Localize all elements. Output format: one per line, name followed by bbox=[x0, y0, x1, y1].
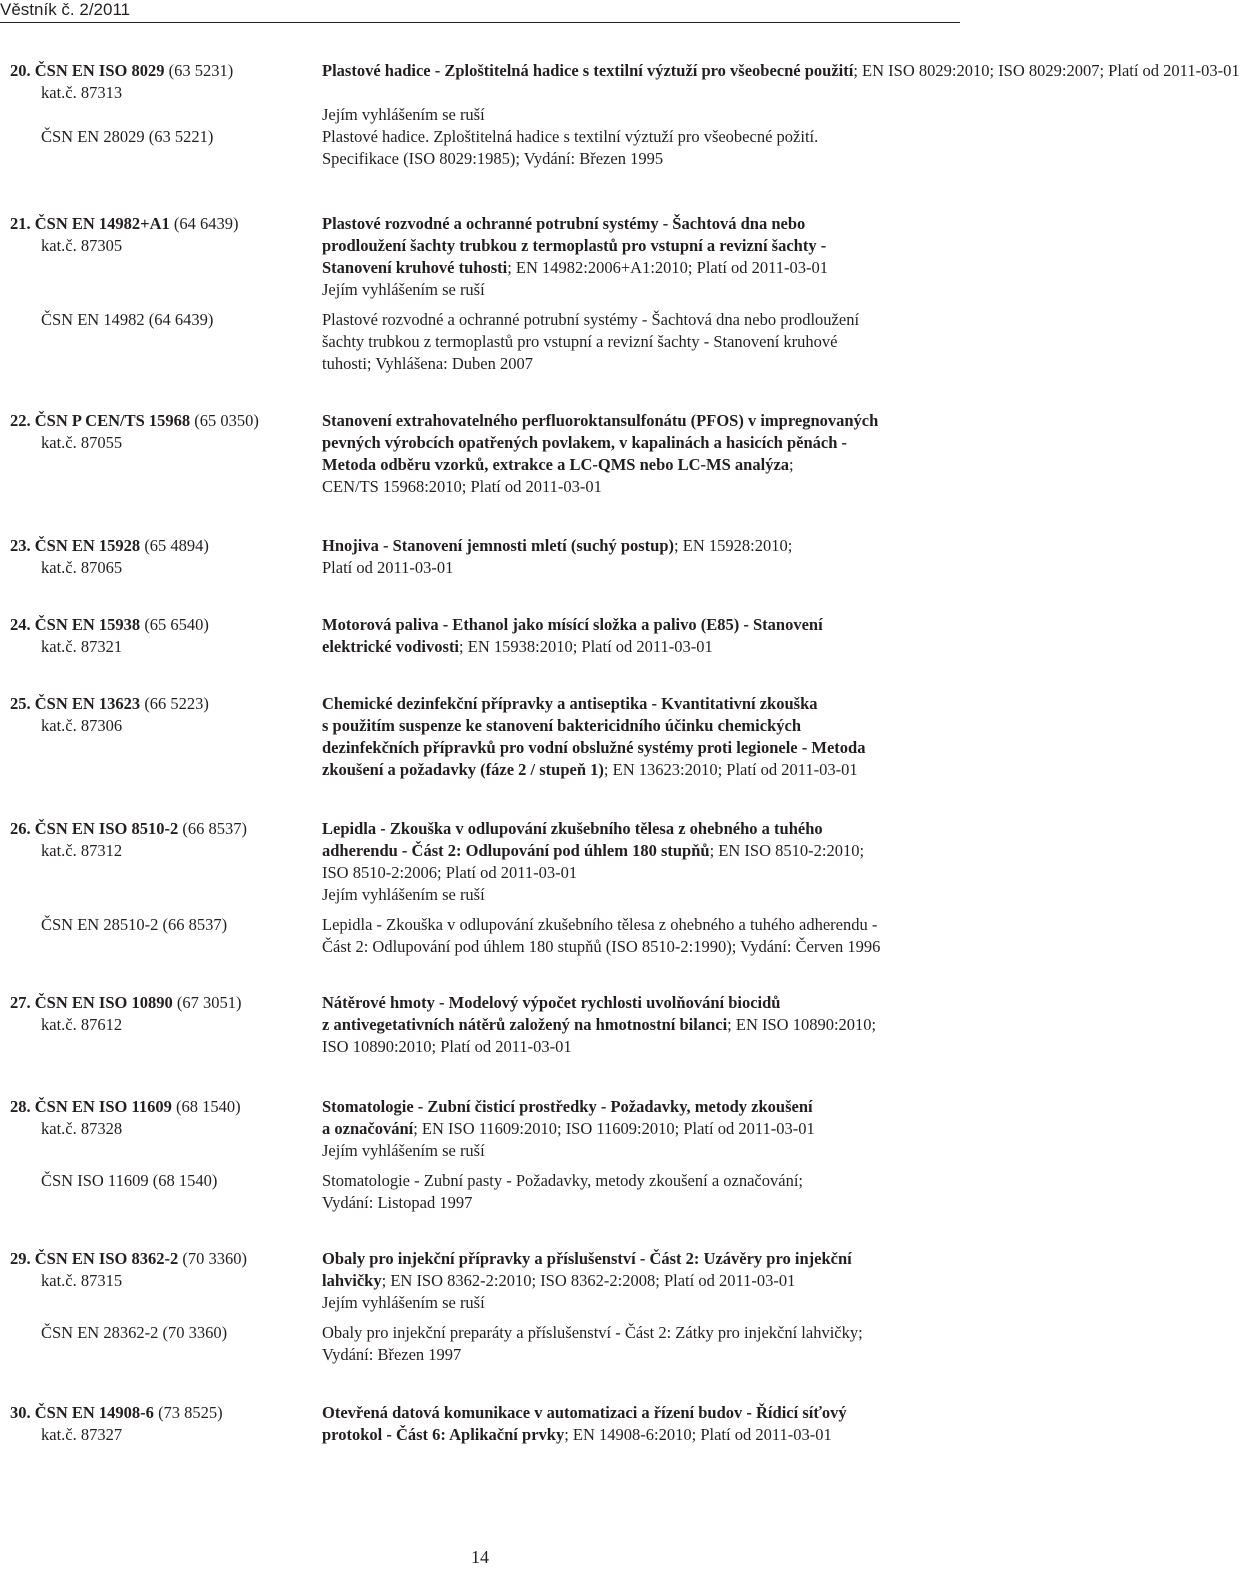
replaced-standard-title: Část 2: Odlupování pod úhlem 180 stupňů (ISO 8510-2:1990); Vydání: Červen 1996 bbox=[322, 937, 881, 956]
entry-designation: 26. ČSN EN ISO 8510-2 (66 8537) bbox=[10, 819, 247, 838]
replaced-standard-code: ČSN EN 28362-2 (70 3360) bbox=[41, 1323, 228, 1342]
replaced-standard-title: šachty trubkou z termoplastů pro vstupní a revizní šachty - Stanovení kruhové bbox=[322, 332, 838, 351]
entry-title: Motorová paliva - Ethanol jako mísící složka a palivo (E85) - Stanovení bbox=[322, 615, 823, 634]
entry-title: Obaly pro injekční přípravky a příslušenství - Část 2: Uzávěry pro injekční bbox=[322, 1249, 852, 1268]
entry-title: Stomatologie - Zubní čisticí prostředky - Požadavky, metody zkoušení bbox=[322, 1097, 813, 1116]
entry-20 bbox=[0, 60, 1240, 170]
entry-details: ISO 8510-2:2006; Platí od 2011-03-01 bbox=[322, 863, 578, 882]
entry-abolish-note: Jejím vyhlášením se ruší bbox=[322, 1141, 485, 1160]
replaced-standard-title: Lepidla - Zkouška v odlupování zkušebního tělesa z ohebného a tuhého adherendu - bbox=[322, 915, 878, 934]
replaced-standard-title: Vydání: Březen 1997 bbox=[322, 1345, 462, 1364]
entry-title: pevných výrobcích opatřených povlakem, v kapalinách a hasicích pěnách - bbox=[322, 433, 847, 452]
entry-abolish-note: Jejím vyhlášením se ruší bbox=[322, 280, 485, 299]
entry-abolish-note: Jejím vyhlášením se ruší bbox=[322, 1293, 485, 1312]
entry-30 bbox=[0, 1402, 960, 1446]
entry-title: protokol - Část 6: Aplikační prvky; EN 14908-6:2010; Platí od 2011-03-01 bbox=[322, 1425, 832, 1444]
replaced-standard-title: Specifikace (ISO 8029:1985); Vydání: Březen 1995 bbox=[322, 149, 664, 168]
entry-29 bbox=[0, 1248, 960, 1366]
replaced-standard-title: Stomatologie - Zubní pasty - Požadavky, metody zkoušení a označování; bbox=[322, 1171, 803, 1190]
entry-title: a označování; EN ISO 11609:2010; ISO 11609:2010; Platí od 2011-03-01 bbox=[322, 1119, 815, 1138]
entry-22 bbox=[0, 410, 960, 498]
entry-title: Plastové hadice - Zploštitelná hadice s textilní výztuží pro všeobecné použití; EN ISO 8029:2010; ISO 8029:2007; Platí od 2011-03-01 bbox=[322, 61, 1240, 80]
replaced-standard-title: Vydání: Listopad 1997 bbox=[322, 1193, 473, 1212]
entry-24 bbox=[0, 614, 960, 658]
entry-designation: 25. ČSN EN 13623 (66 5223) bbox=[10, 694, 209, 713]
replaced-standard-code: ČSN ISO 11609 (68 1540) bbox=[41, 1171, 218, 1190]
entry-title: dezinfekčních přípravků pro vodní obslužné systémy proti legionele - Metoda bbox=[322, 738, 866, 757]
entry-title: z antivegetativních nátěrů založený na hmotnostní bilanci; EN ISO 10890:2010; bbox=[322, 1015, 877, 1034]
entry-title: prodloužení šachty trubkou z termoplastů pro vstupní a revizní šachty - bbox=[322, 236, 827, 255]
entry-designation: 27. ČSN EN ISO 10890 (67 3051) bbox=[10, 993, 242, 1012]
entry-title: Chemické dezinfekční přípravky a antiseptika - Kvantitativní zkouška bbox=[322, 694, 818, 713]
entry-title: lahvičky; EN ISO 8362-2:2010; ISO 8362-2:2008; Platí od 2011-03-01 bbox=[322, 1271, 796, 1290]
entry-abolish-note: Jejím vyhlášením se ruší bbox=[322, 105, 485, 124]
entry-23 bbox=[0, 535, 960, 579]
replaced-standard-code: ČSN EN 14982 (64 6439) bbox=[41, 310, 214, 329]
entry-catalog-number: kat.č. 87306 bbox=[41, 716, 123, 735]
entry-26 bbox=[0, 818, 960, 958]
entry-designation: 22. ČSN P CEN/TS 15968 (65 0350) bbox=[10, 411, 259, 430]
entry-details: CEN/TS 15968:2010; Platí od 2011-03-01 bbox=[322, 477, 602, 496]
entry-catalog-number: kat.č. 87315 bbox=[41, 1271, 123, 1290]
entry-catalog-number: kat.č. 87312 bbox=[41, 841, 123, 860]
header-rule bbox=[0, 22, 960, 23]
entry-catalog-number: kat.č. 87328 bbox=[41, 1119, 123, 1138]
replaced-standard-title: Plastové hadice. Zploštitelná hadice s textilní výztuží pro všeobecné požití. bbox=[322, 127, 819, 146]
replaced-standard-code: ČSN EN 28029 (63 5221) bbox=[41, 127, 214, 146]
entry-designation: 29. ČSN EN ISO 8362-2 (70 3360) bbox=[10, 1249, 247, 1268]
entry-details: Platí od 2011-03-01 bbox=[322, 558, 454, 577]
entry-title: s použitím suspenze ke stanovení baktericidního účinku chemických bbox=[322, 716, 802, 735]
entry-designation: 21. ČSN EN 14982+A1 (64 6439) bbox=[10, 214, 239, 233]
entry-title: Stanovení extrahovatelného perfluoroktansulfonátu (PFOS) v impregnovaných bbox=[322, 411, 879, 430]
replaced-standard-title: tuhosti; Vyhlášena: Duben 2007 bbox=[322, 354, 533, 373]
entry-catalog-number: kat.č. 87065 bbox=[41, 558, 123, 577]
replaced-standard-code: ČSN EN 28510-2 (66 8537) bbox=[41, 915, 228, 934]
entry-catalog-number: kat.č. 87321 bbox=[41, 637, 123, 656]
entry-title: Lepidla - Zkouška v odlupování zkušebního tělesa z ohebného a tuhého bbox=[322, 819, 823, 838]
entry-designation: 30. ČSN EN 14908-6 (73 8525) bbox=[10, 1403, 223, 1422]
entry-title: zkoušení a požadavky (fáze 2 / stupeň 1); EN 13623:2010; Platí od 2011-03-01 bbox=[322, 760, 858, 779]
entry-21 bbox=[0, 213, 960, 375]
replaced-standard-title: Plastové rozvodné a ochranné potrubní systémy - Šachtová dna nebo prodloužení bbox=[322, 310, 860, 329]
entry-designation: 28. ČSN EN ISO 11609 (68 1540) bbox=[10, 1097, 241, 1116]
page-number: 14 bbox=[471, 1547, 489, 1567]
entry-designation: 24. ČSN EN 15938 (65 6540) bbox=[10, 615, 209, 634]
entry-designation: 20. ČSN EN ISO 8029 (63 5231) bbox=[10, 61, 234, 80]
entry-title: elektrické vodivosti; EN 15938:2010; Platí od 2011-03-01 bbox=[322, 637, 713, 656]
entry-catalog-number: kat.č. 87313 bbox=[41, 83, 123, 102]
entry-title: Otevřená datová komunikace v automatizaci a řízení budov - Řídicí síťový bbox=[322, 1403, 847, 1422]
entry-title: Plastové rozvodné a ochranné potrubní systémy - Šachtová dna nebo bbox=[322, 214, 806, 233]
entry-title: adherendu - Část 2: Odlupování pod úhlem 180 stupňů; EN ISO 8510-2:2010; bbox=[322, 841, 865, 860]
entry-catalog-number: kat.č. 87055 bbox=[41, 433, 123, 452]
entry-25 bbox=[0, 693, 960, 781]
replaced-standard-title: Obaly pro injekční preparáty a příslušenství - Část 2: Zátky pro injekční lahvičky; bbox=[322, 1323, 863, 1342]
entry-details: ISO 10890:2010; Platí od 2011-03-01 bbox=[322, 1037, 572, 1056]
entry-catalog-number: kat.č. 87327 bbox=[41, 1425, 123, 1444]
entry-abolish-note: Jejím vyhlášením se ruší bbox=[322, 885, 485, 904]
entry-title: Metoda odběru vzorků, extrakce a LC-QMS nebo LC-MS analýza; bbox=[322, 455, 794, 474]
entry-title: Stanovení kruhové tuhosti; EN 14982:2006+A1:2010; Platí od 2011-03-01 bbox=[322, 258, 829, 277]
entry-designation: 23. ČSN EN 15928 (65 4894) bbox=[10, 536, 209, 555]
entry-27 bbox=[0, 992, 960, 1058]
entry-title: Nátěrové hmoty - Modelový výpočet rychlosti uvolňování biocidů bbox=[322, 993, 781, 1012]
entry-28 bbox=[0, 1096, 960, 1214]
journal-header: Věstník č. 2/2011 bbox=[0, 0, 131, 19]
entry-catalog-number: kat.č. 87305 bbox=[41, 236, 123, 255]
entry-catalog-number: kat.č. 87612 bbox=[41, 1015, 123, 1034]
entry-title: Hnojiva - Stanovení jemnosti mletí (suchý postup); EN 15928:2010; bbox=[322, 536, 793, 555]
